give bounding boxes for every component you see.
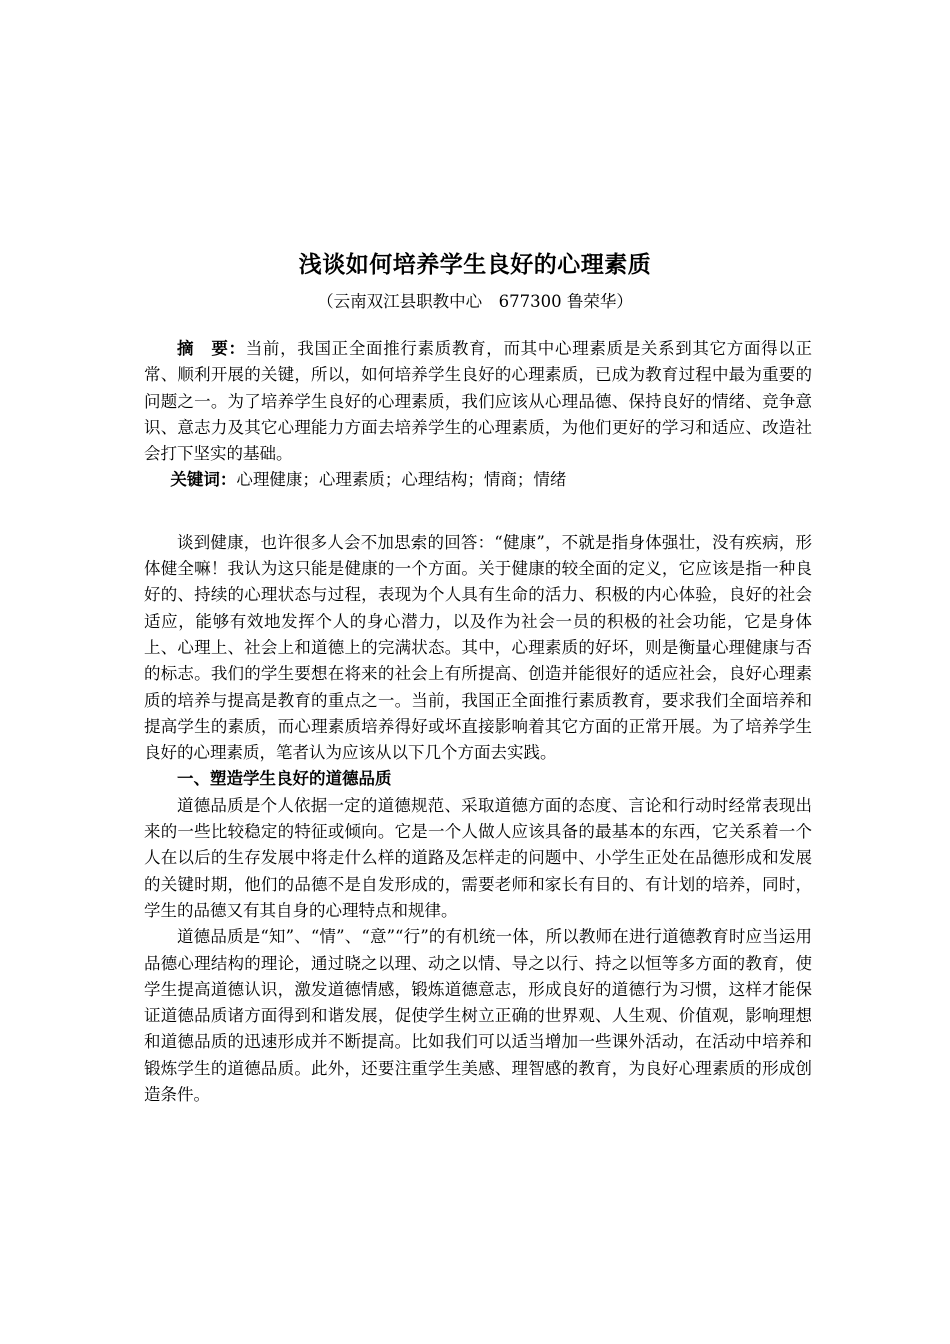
body-paragraph-moral-education: 道德品质是“知”、“情”、“意”“行”的有机统一体，所以教师在进行道德教育时应当运用品德心理结构的理论，通过晓之以理、动之以情、导之以行、持之以恒等多方面的教育，使学生提高道德认识，激发道德情感，锻炼道德意志，形成良好的道德行为习惯，这样才能保证道德品质诸方面得到和谐发展，促使学生树立正确的世界观、人生观、价值观，影响理想和道德品质的迅速形成并不断提高。比如我们可以适当增加一些课外活动，在活动中培养和锻炼学生的道德品质。此外，还要注重学生美感、理智感的教育，为良好心理素质的形成创造条件。 <box>144 927 812 1105</box>
author-byline: （云南双江县职教中心 677300 鲁荣华） <box>317 292 633 311</box>
keywords-line <box>144 467 812 493</box>
keywords-label: 关键词： <box>170 470 237 490</box>
keywords-text: 心理健康；心理素质；心理结构；情商；情绪 <box>236 470 567 490</box>
body-paragraph-intro: 谈到健康，也许很多人会不加思索的回答：“健康”，不就是指身体强壮，没有疾病，形体健全嘛！我认为这只能是健康的一个方面。关于健康的较全面的定义，它应该是指一种良好的、持续的心理状态与过程，表现为个人具有生命的活力、积极的内心体验，良好的社会适应，能够有效地发挥个人的身心潜力，以及作为社会一员的积极的社会功能，它是身体上、心理上、社会上和道德上的完满状态。其中，心理素质的好坏，则是衡量心理健康与否的标志。我们的学生要想在将来的社会上有所提高、创造并能很好的适应社会，良好心理素质的培养与提高是教育的重点之一。当前，我国正全面推行素质教育，要求我们全面培养和提高学生的素质，而心理素质培养得好或坏直接影响着其它方面的正常开展。为了培养学生良好的心理素质，笔者认为应该从以下几个方面去实践。 <box>144 532 812 763</box>
body-paragraph-moral-definition: 道德品质是个人依据一定的道德规范、采取道德方面的态度、言论和行动时经常表现出来的一些比较稳定的特征或倾向。它是一个人做人应该具备的最基本的东西，它关系着一个人在以后的生存发展中将走什么样的道路及怎样走的问题中、小学生正处在品德形成和发展的关键时期，他们的品德不是自发形成的，需要老师和家长有目的、有计划的培养，同时，学生的品德又有其自身的心理特点和规律。 <box>144 795 812 920</box>
document-body <box>144 336 812 1108</box>
document-title: 浅谈如何培养学生良好的心理素质 <box>298 252 652 278</box>
abstract-label: 摘 要： <box>177 339 246 358</box>
section-spacer <box>144 494 812 530</box>
abstract-text: 当前，我国正全面推行素质教育，而其中心理素质是关系到其它方面得以正常、顺利开展的关键，所以，如何培养学生良好的心理素质，已成为教育过程中最为重要的问题之一。为了培养学生良好的心理素质，我们应该从心理品德、保持良好的情绪、竞争意识、意志力及其它心理能力方面去培养学生的心理素质，为他们更好的学习和适应、改造社会打下坚实的基础。 <box>144 339 813 464</box>
section-heading: 一、塑造学生良好的道德品质 <box>177 769 392 789</box>
abstract-paragraph <box>144 336 812 467</box>
